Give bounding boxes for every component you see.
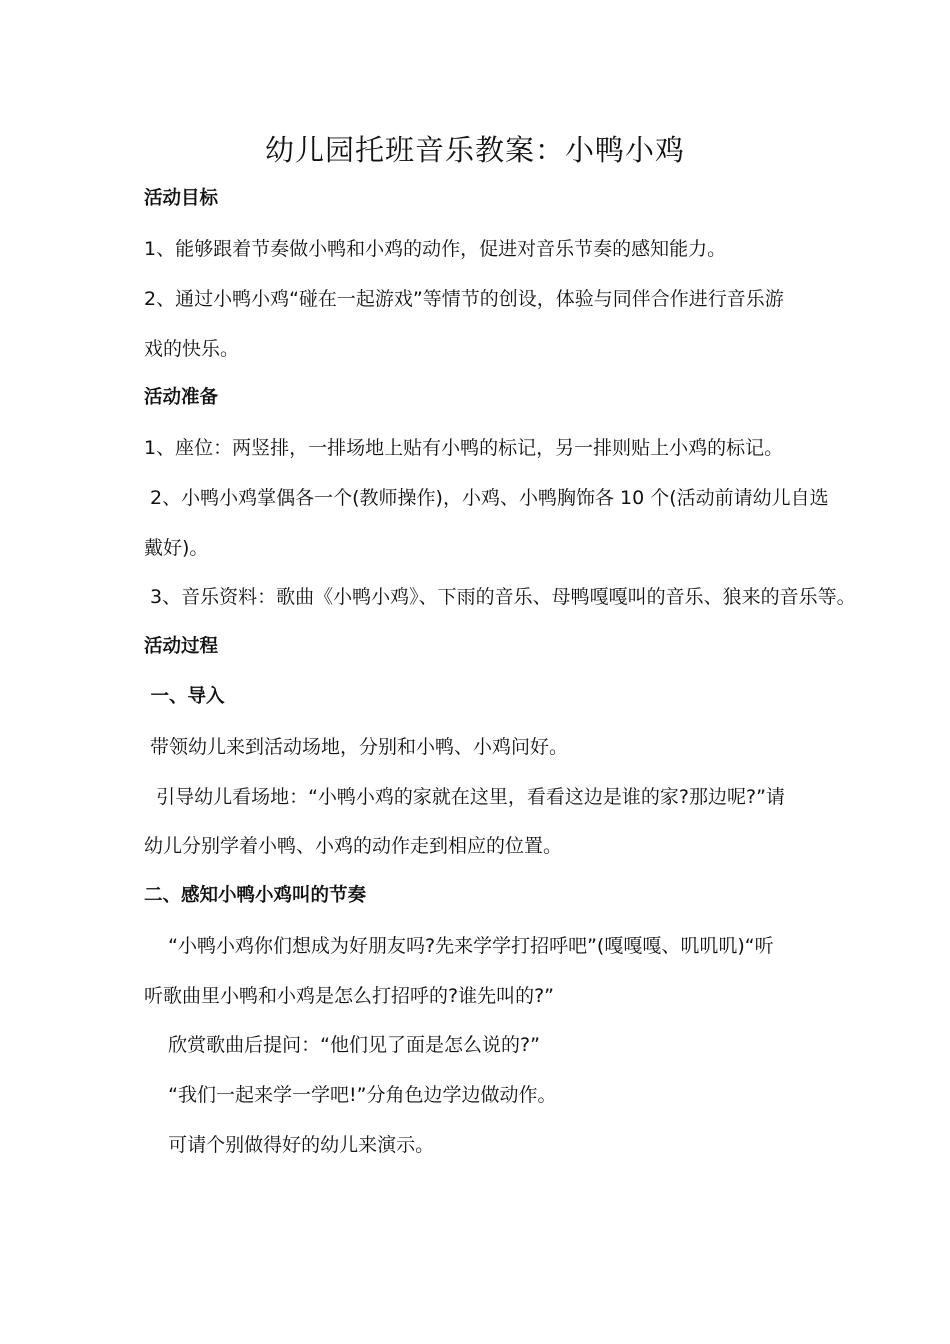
document-title: 幼儿园托班音乐教案：小鸭小鸡 <box>264 133 685 167</box>
section-heading-process: 活动过程 <box>144 636 219 657</box>
section-heading-goals: 活动目标 <box>144 188 219 209</box>
paragraph-line: 2、小鸭小鸡掌偶各一个(教师操作)，小鸡、小鸭胸饰各 10 个(活动前请幼儿自选 <box>144 487 829 509</box>
paragraph-line: 戴好)。 <box>144 537 209 559</box>
paragraph-line: 3、音乐资料：歌曲《小鸭小鸡》、下雨的音乐、母鸭嘎嘎叫的音乐、狼来的音乐等。 <box>144 586 856 608</box>
paragraph-line: 引导幼儿看场地：“小鸭小鸡的家就在这里，看看这边是谁的家?那边呢?”请 <box>144 786 785 808</box>
paragraph-line: 可请个别做得好的幼儿来演示。 <box>144 1134 435 1156</box>
paragraph-line: 2、通过小鸭小鸡“碰在一起游戏”等情节的创设，体验与同伴合作进行音乐游 <box>144 288 784 310</box>
paragraph-line: 听歌曲里小鸭和小鸡是怎么打招呼的?谁先叫的?” <box>144 985 555 1007</box>
paragraph-line: 1、能够跟着节奏做小鸭和小鸡的动作，促进对音乐节奏的感知能力。 <box>144 238 727 260</box>
paragraph-line: 欣赏歌曲后提问：“他们见了面是怎么说的?” <box>144 1034 540 1056</box>
subsection-heading-intro: 一、导入 <box>144 686 225 707</box>
section-heading-preparation: 活动准备 <box>144 387 219 408</box>
paragraph-line: “我们一起来学一学吧!”分角色边学边做动作。 <box>144 1084 557 1106</box>
paragraph-line: 戏的快乐。 <box>144 338 240 360</box>
paragraph-line: 幼儿分别学着小鸭、小鸡的动作走到相应的位置。 <box>144 835 563 857</box>
subsection-heading-rhythm: 二、感知小鸭小鸡叫的节奏 <box>144 885 367 906</box>
paragraph-line: “小鸭小鸡你们想成为好朋友吗?先来学学打招呼吧”(嘎嘎嘎、叽叽叽)“听 <box>144 935 774 957</box>
paragraph-line: 1、座位：两竖排，一排场地上贴有小鸭的标记，另一排则贴上小鸡的标记。 <box>144 437 784 459</box>
paragraph-line: 带领幼儿来到活动场地，分别和小鸭、小鸡问好。 <box>144 736 569 758</box>
